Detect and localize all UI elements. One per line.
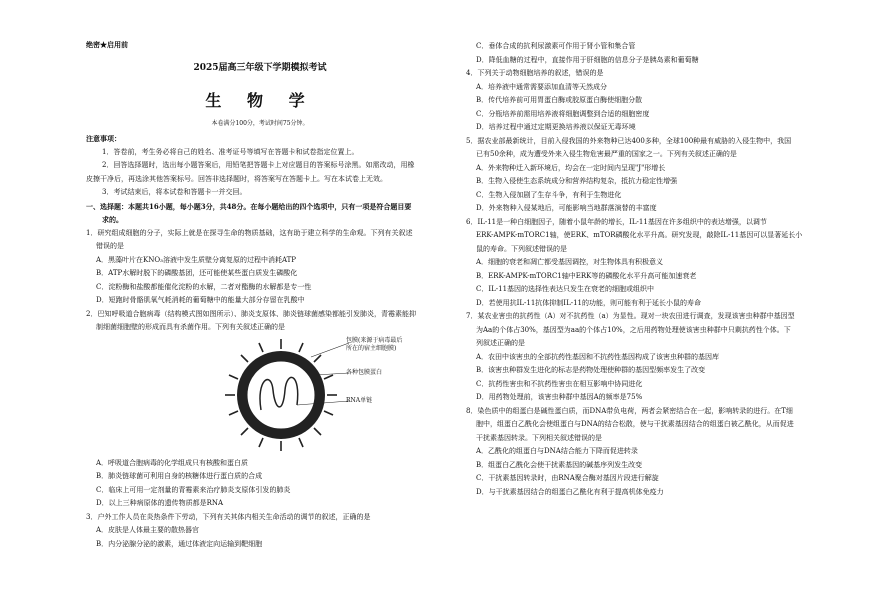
- figure-label-envelope: 包膜(来源于病毒最后: [346, 336, 403, 344]
- figure-label-envelope-cont: 所在的宿主细胞膜): [346, 344, 397, 352]
- q1-option-b: B．ATP水解时脱下的磷酸基团，还可能使某些蛋白质发生磷酸化: [96, 269, 298, 277]
- q8-stem-cont: 胞中，组蛋白乙酰化会使组蛋白与DNA的结合松散，使与干扰素基因结合的组蛋白被乙酰化，从而促进: [476, 420, 794, 428]
- score-info: 本卷满分100分，考试时间75分钟。: [211, 120, 309, 127]
- secret-label: 绝密★启用前: [86, 40, 128, 49]
- figure-label-proteins: 各种包膜蛋白: [346, 368, 383, 376]
- q3-option-b: B．内分泌腺分泌的激素，通过体液定向运输到靶细胞: [96, 539, 263, 548]
- section-heading: 一、选择题：本题共16小题，每小题3分，共48分。在每小题给出的四个选项中，只有一项是符合题目要: [86, 201, 412, 211]
- q8-stem: 8．染色质中的组蛋白是碱性蛋白质，而DNA带负电荷，两者会紧密结合在一起，影响转录的进行。在T细: [466, 406, 793, 415]
- right-column: [466, 40, 840, 499]
- q7-option-d: D．用药物处理前，该害虫种群中基因A的频率是75%: [476, 393, 643, 401]
- q2-option-d: D．以上三种病原体的遗传物质都是RNA: [96, 499, 224, 507]
- subject-title: 生 物 学: [205, 91, 315, 110]
- q4-option-d: D．培养过程中通过定期更换培养液以保证无毒环境: [476, 123, 636, 131]
- q6-option-a: A．细胞的衰老和凋亡都受基因调控，对生物体具有积极意义: [476, 258, 664, 266]
- q5-option-c: C．生物入侵加剧了生存斗争，有利于生物进化: [476, 190, 622, 199]
- notes-heading: 注意事项：: [86, 134, 121, 143]
- q7-stem: 7．某农业害虫的抗药性（A）对不抗药性（a）为显性。现对一块农田进行调查，发现该害虫种群中基因型: [466, 312, 795, 320]
- q4-stem: 4．下列关于动物细胞培养的叙述，错误的是: [466, 69, 604, 77]
- q7-stem-cont: 列叙述正确的是: [476, 339, 525, 347]
- left-column: [86, 132, 460, 551]
- q1-stem-cont: 错误的是: [96, 242, 124, 250]
- q8-option-a: A．乙酰化的组蛋白与DNA结合能力下降而促进转录: [476, 447, 638, 455]
- virus-diagram: [211, 335, 351, 455]
- q2-option-a: A．呼吸道合胞病毒的化学组成只有核酸和蛋白质: [96, 458, 249, 467]
- q5-option-d: D．外来物种入侵某地后，可能影响当地群落演替的丰富度: [476, 204, 657, 212]
- q5-option-a: A．外来物种迁入新环境后，均会在一定时间内呈现"J"形增长: [476, 163, 666, 172]
- virus-interior: [247, 361, 315, 429]
- q5-option-b: B．生物入侵使生态系统成分和营养结构复杂，抵抗力稳定性增强: [476, 177, 678, 185]
- q5-stem: 5．据农业部最新统计，目前入侵我国的外来物种已达400多种，全球100种最有威胁的入侵生物中，我国: [466, 136, 792, 145]
- q3-option-d: D．降低血糖的过程中，直接作用于肝细胞的信息分子是胰岛素和葡萄糖: [476, 55, 699, 64]
- q7-option-a: A．农田中该害虫的全部抗药性基因和不抗药性基因构成了该害虫种群的基因库: [476, 352, 720, 361]
- q6-stem: 6．IL-11是一种白细胞因子，随着小鼠年龄的增长，IL-11基因在许多组织中的表达增强，以调节: [466, 217, 767, 226]
- q8-stem-cont: 干扰素基因转录。下列相关叙述错误的是: [476, 433, 602, 442]
- figure-label-rna: RNA单链: [346, 396, 373, 404]
- q8-option-c: C．干扰素基因转录时，由RNA聚合酶对基因片段进行解旋: [476, 474, 659, 482]
- q3-option-a: A．皮肤是人体最主要的散热器官: [96, 526, 200, 534]
- q2-option-b: B．肺炎链球菌可利用自身的核糖体进行蛋白质的合成: [96, 472, 263, 480]
- q3-stem: 3．户外工作人员在炎热条件下劳动，下列有关其体内相关生命活动的调节的叙述，正确的是: [86, 512, 371, 521]
- q2-option-c: C．临床上可用一定剂量的青霉素来治疗肺炎支原体引发的肺炎: [96, 485, 291, 494]
- q6-option-b: B．ERK-AMPK-mTORC1轴中ERK等的磷酸化水平升高可能加速衰老: [476, 271, 697, 280]
- virus-figure: [86, 335, 460, 457]
- q6-stem-cont: ERK-AMPK-mTORC1轴，使ERK、mTOR磷酸化水平升高。研究发现，敲除IL-11基因可以显著延长小: [476, 231, 803, 239]
- note-line: 2．回答选择题时，选出每小题答案后，用铅笔把答题卡上对应题目的答案标号涂黑。如需改动，用橡: [102, 161, 415, 169]
- q6-stem-cont: 鼠的寿命。下列叙述错误的是: [476, 244, 567, 253]
- q1-stem: 1．研究组成细胞的分子，实际上就是在探寻生命的物质基础，这有助于建立科学的生命观。下列有关叙述: [86, 228, 413, 237]
- q7-option-c: C．抗药性害虫和不抗药性害虫在相互影响中协同进化: [476, 379, 643, 388]
- exam-title: 2025届高三年级下学期模拟考试: [193, 63, 327, 73]
- q1-option-c: C．淀粉酶和盐酸都能催化淀粉的水解，二者对酯酶的水解都是专一性: [96, 282, 312, 291]
- section-heading-cont: 求的。: [102, 215, 123, 224]
- note-line: 1．答卷前，考生务必将自己的姓名、准考证号等填写在答题卡和试卷指定位置上。: [102, 147, 359, 156]
- q2-stem-cont: 制细菌细胞壁的形成而具有杀菌作用。下列有关叙述正确的是: [96, 323, 285, 331]
- q8-option-d: D．与干扰素基因结合的组蛋白乙酰化有利于提高机体免疫力: [476, 487, 664, 496]
- q6-option-c: C．IL-11基因的选择性表达只发生在衰老的细胞或组织中: [476, 285, 655, 293]
- note-line: 3．考试结束后，将本试卷和答题卡一并交回。: [102, 188, 247, 196]
- q8-option-b: B．组蛋白乙酰化会使干扰素基因的碱基序列发生改变: [476, 460, 643, 469]
- q6-option-d: D．若使用抗IL-11抗体抑制IL-11的功能，则可能有利于延长小鼠的寿命: [476, 298, 701, 307]
- q7-stem-cont: 为Aa的个体占30%，基因型为aa的个体占10%，之后用药物处理使该害虫种群中只剩抗药性个体。下: [476, 325, 791, 334]
- q4-option-a: A．培养液中通常需要添加血清等天然成分: [476, 82, 608, 91]
- q1-option-a: A．黑藻叶片在KNO₃溶液中发生质壁分离复原的过程中消耗ATP: [96, 255, 297, 264]
- q5-stem-cont: 已有50余种，成为遭受外来入侵生物危害最严重的国家之一。下列有关叙述正确的是: [476, 150, 737, 158]
- q4-option-b: B．传代培养前可用胃蛋白酶或胶原蛋白酶使细胞分散: [476, 96, 643, 104]
- q1-option-d: D．短跑时骨骼肌氧气耗消耗的葡萄糖中的能量大部分存留在乳酸中: [96, 296, 305, 304]
- q7-option-b: B．该害虫种群发生进化的标志是药物处理使种群的基因型频率发生了改变: [476, 366, 706, 374]
- q3-option-c: C．垂体合成的抗利尿激素可作用于肾小管和集合管: [476, 42, 636, 50]
- q4-option-c: C．分瓶培养前需用培养液将细胞调整到合适的细胞密度: [476, 109, 650, 118]
- q2-stem: 2．巴知呼吸道合胞病毒（结构模式图如图所示）、肺炎支原体、肺炎链球菌感染都能引发肺炎，青霉素能抑: [86, 309, 416, 318]
- note-line: 皮擦干净后，再选涂其他答案标号。回答非选择题时，将答案写在答题卡上。写在本试卷上无效。: [86, 174, 387, 183]
